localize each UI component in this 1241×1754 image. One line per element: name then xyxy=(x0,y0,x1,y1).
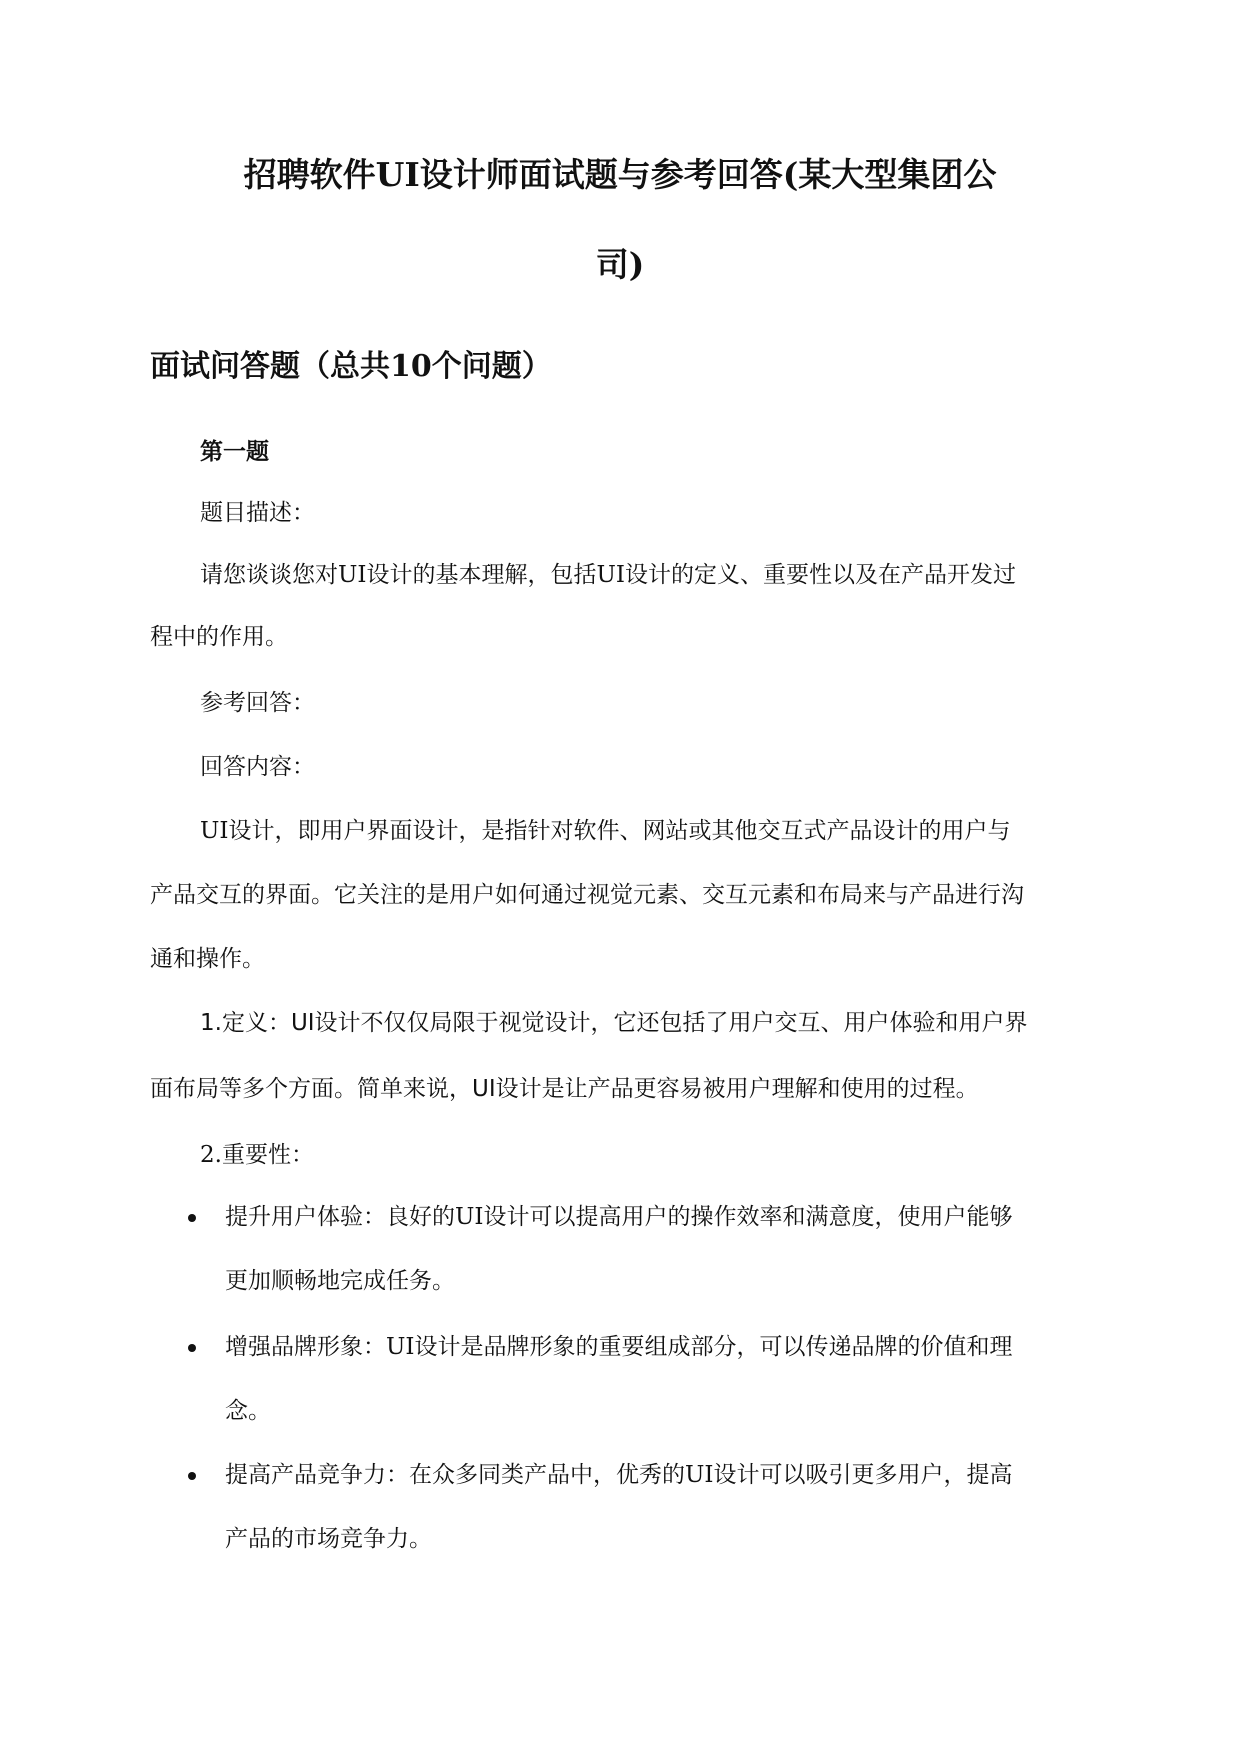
reference-label: 参考回答： xyxy=(200,690,315,716)
question-text-line1: 请您谈谈您对UI设计的基本理解，包括UI设计的定义、重要性以及在产品开发过 xyxy=(200,562,1016,588)
document-title-line1: 招聘软件UI设计师面试题与参考回答(某大型集团公 xyxy=(243,155,997,194)
bullet-text-line1: 提高产品竞争力：在众多同类产品中，优秀的UI设计可以吸引更多用户，提高 xyxy=(225,1462,1013,1488)
bullet-text-line2: 产品的市场竞争力。 xyxy=(225,1526,432,1552)
bullet-dot-icon xyxy=(188,1472,196,1480)
answer-paragraph-line3: 通和操作。 xyxy=(150,946,265,972)
importance-label: 2.重要性： xyxy=(200,1142,314,1168)
definition-line2: 面布局等多个方面。简单来说，UI设计是让产品更容易被用户理解和使用的过程。 xyxy=(150,1076,979,1102)
question-label: 第一题 xyxy=(200,438,269,465)
bullet-text-line1: 增强品牌形象：UI设计是品牌形象的重要组成部分，可以传递品牌的价值和理 xyxy=(225,1334,1013,1360)
bullet-text-line2: 更加顺畅地完成任务。 xyxy=(225,1268,455,1294)
bullet-text-line1: 提升用户体验：良好的UI设计可以提高用户的操作效率和满意度，使用户能够 xyxy=(225,1204,1013,1230)
description-label: 题目描述： xyxy=(200,500,315,526)
bullet-dot-icon xyxy=(188,1214,196,1222)
answer-paragraph-line2: 产品交互的界面。它关注的是用户如何通过视觉元素、交互元素和布局来与产品进行沟 xyxy=(150,882,1024,908)
section-heading: 面试问答题（总共10个问题） xyxy=(150,349,552,384)
bullet-dot-icon xyxy=(188,1344,196,1352)
answer-paragraph-line1: UI设计，即用户界面设计，是指针对软件、网站或其他交互式产品设计的用户与 xyxy=(200,818,1011,844)
answer-label: 回答内容： xyxy=(200,754,315,780)
question-text-line2: 程中的作用。 xyxy=(150,624,288,650)
document-title-line2: 司) xyxy=(595,245,645,284)
bullet-text-line2: 念。 xyxy=(225,1398,271,1424)
definition-line1: 1.定义：UI设计不仅仅局限于视觉设计，它还包括了用户交互、用户体验和用户界 xyxy=(200,1010,1028,1036)
